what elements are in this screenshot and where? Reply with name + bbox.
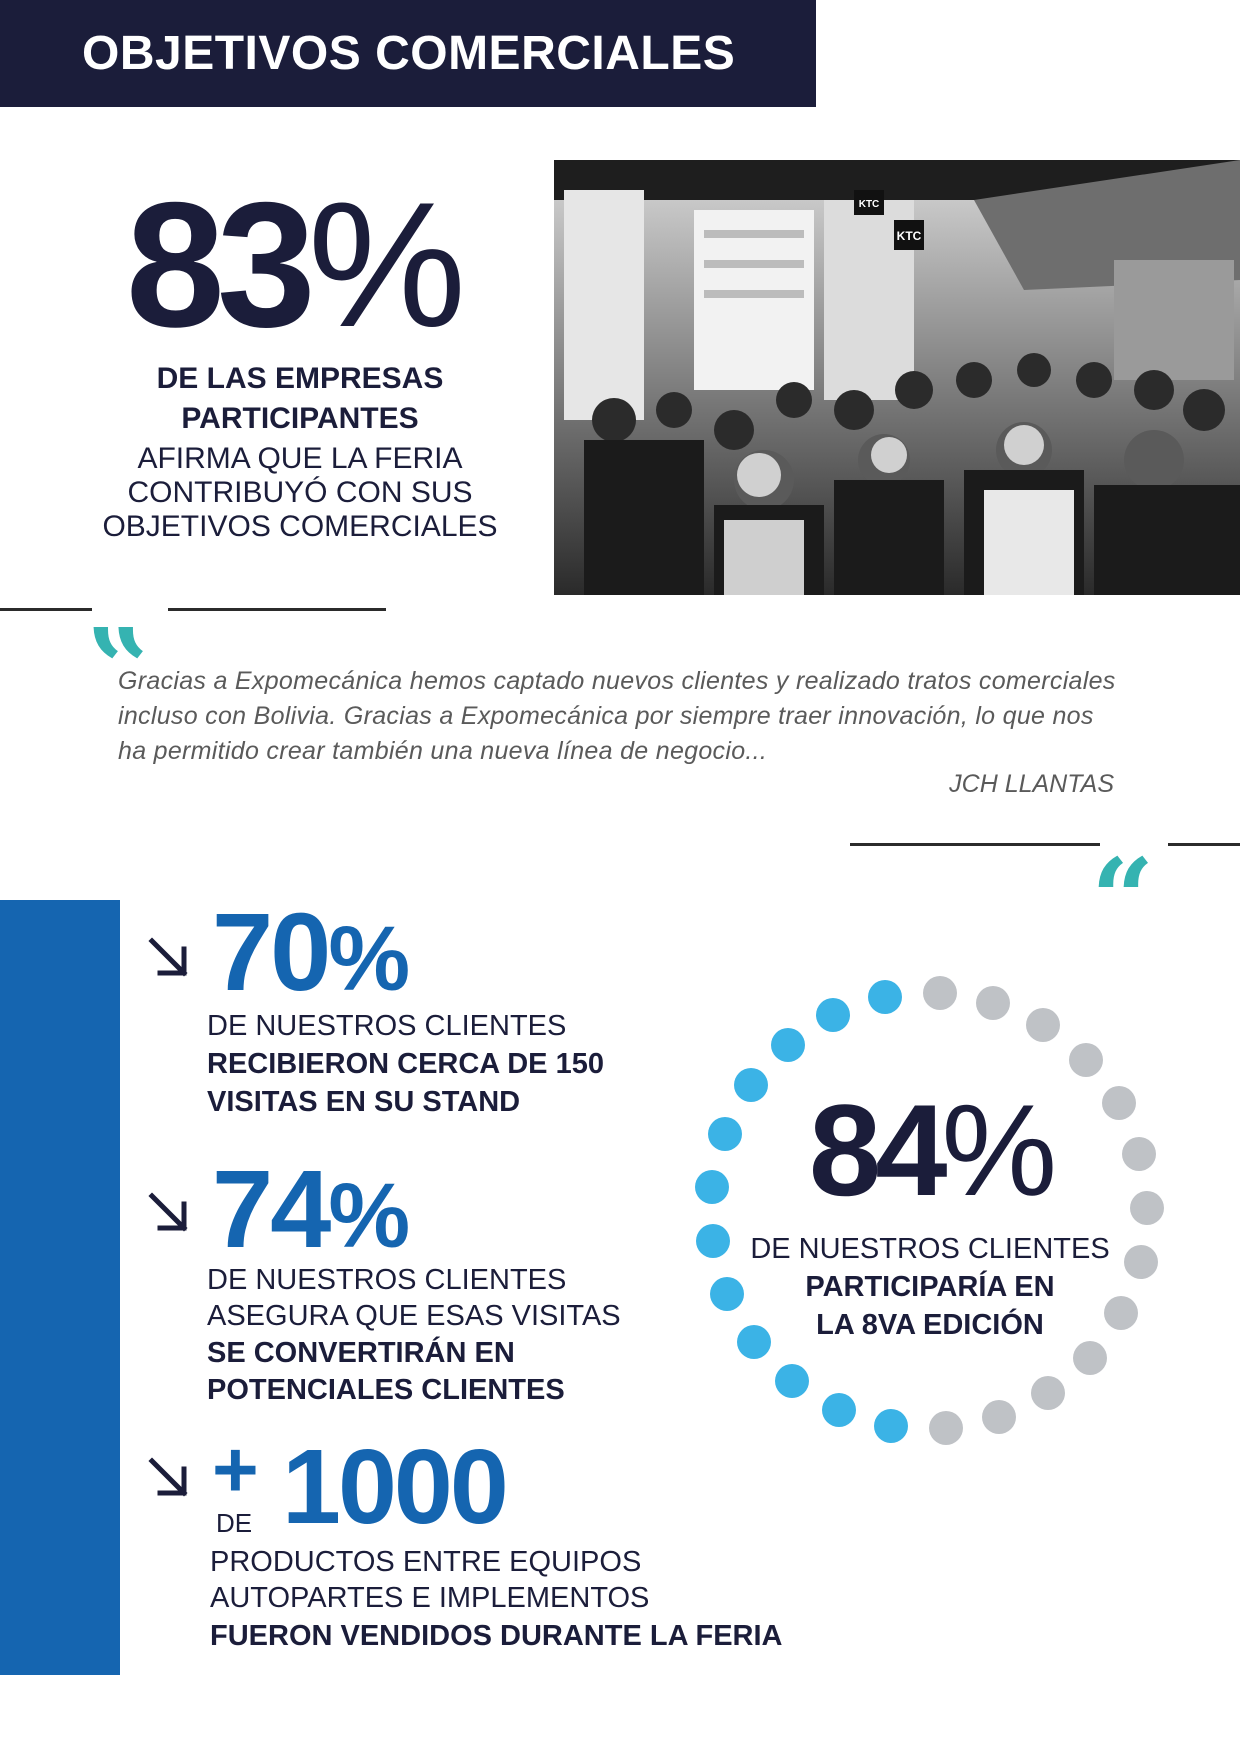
arrow-down-right-icon (146, 935, 192, 981)
stat-83-percent: % (307, 165, 459, 364)
progress-dot (822, 1393, 856, 1427)
progress-dot (982, 1400, 1016, 1434)
stat-1000-line2: AUTOPARTES E IMPLEMENTOS (210, 1582, 650, 1614)
quote-divider-left-b (168, 608, 386, 611)
stat-84-line3: LA 8VA EDICIÓN (816, 1309, 1044, 1341)
progress-dot (1130, 1191, 1164, 1225)
progress-dot (874, 1409, 908, 1443)
arrow-down-right-icon (146, 1190, 192, 1236)
progress-dot (816, 998, 850, 1032)
progress-dot (923, 976, 957, 1010)
progress-dot (976, 986, 1010, 1020)
trade-fair-photo-graphic (554, 160, 1240, 595)
progress-dot (929, 1411, 963, 1445)
stat-1000-number: 1000 (282, 1428, 506, 1546)
stat-84-number: 84 (808, 1077, 942, 1223)
progress-dot (1069, 1043, 1103, 1077)
stat-70-line3: VISITAS EN SU STAND (207, 1086, 521, 1118)
progress-dot (868, 980, 902, 1014)
progress-dot (695, 1170, 729, 1204)
stat-84-value (740, 1077, 1120, 1223)
stat-70-line1: DE NUESTROS CLIENTES (207, 1010, 567, 1042)
stat-83-number: 83 (125, 165, 308, 364)
stat-83-line5: OBJETIVOS COMERCIALES (102, 510, 498, 543)
progress-dot (708, 1117, 742, 1151)
stat-70-percent: % (328, 908, 408, 1010)
stat-74-value (212, 1148, 408, 1271)
stat-1000-line1: PRODUCTOS ENTRE EQUIPOS (210, 1546, 642, 1578)
booth-sign: KTC (896, 229, 922, 243)
progress-dot (1031, 1376, 1065, 1410)
stat-74-line1: DE NUESTROS CLIENTES (207, 1264, 567, 1296)
stat-83-value (92, 165, 492, 364)
quote-divider-right-a (850, 843, 1100, 846)
stat-84-line2: PARTICIPARÍA EN (805, 1271, 1055, 1303)
quote-line-1: Gracias a Expomecánica hemos captado nuevos clientes y realizado tratos comerciales (118, 667, 1116, 695)
quote-author: JCH LLANTAS (949, 770, 1114, 798)
quote-close-icon: ” (1090, 781, 1154, 910)
progress-dot (771, 1028, 805, 1062)
testimonial-quote (118, 664, 1178, 769)
page-title: OBJETIVOS COMERCIALES (0, 0, 816, 107)
stat-74-line2: ASEGURA QUE ESAS VISITAS (207, 1300, 621, 1332)
stat-74-percent: % (328, 1165, 408, 1267)
quote-divider-right-b (1168, 843, 1240, 846)
quote-line-2: incluso con Bolivia. Gracias a Expomecánica por siempre traer innovación, lo que nos (118, 702, 1094, 730)
stat-83-line3: AFIRMA QUE LA FERIA (137, 442, 463, 475)
stat-1000-de: DE (216, 1508, 253, 1538)
quote-divider-left-a (0, 608, 92, 611)
stat-74-number: 74 (212, 1148, 329, 1271)
stat-70-value (212, 891, 408, 1014)
stat-1000-line3: FUERON VENDIDOS DURANTE LA FERIA (210, 1620, 783, 1652)
stat-84-percent: % (941, 1077, 1052, 1223)
progress-dot (1026, 1008, 1060, 1042)
progress-dot (1122, 1137, 1156, 1171)
stat-70-number: 70 (212, 891, 329, 1014)
stat-74-line3: SE CONVERTIRÁN EN (207, 1337, 515, 1369)
accent-bar (0, 900, 120, 1675)
trade-fair-photo (554, 160, 1240, 595)
stat-83-line4: CONTRIBUYÓ CON SUS (127, 476, 473, 509)
stat-84-line1: DE NUESTROS CLIENTES (750, 1233, 1110, 1265)
stat-70-line2: RECIBIERON CERCA DE 150 (207, 1048, 604, 1080)
stat-83-line1: DE LAS EMPRESAS (156, 362, 444, 395)
booth-sign-2: KTC (858, 199, 880, 210)
stat-1000-plus: + (212, 1425, 256, 1514)
progress-dot (1073, 1341, 1107, 1375)
arrow-down-right-icon (146, 1455, 192, 1501)
stat-74-line4: POTENCIALES CLIENTES (207, 1374, 565, 1406)
stat-83-line2: PARTICIPANTES (181, 402, 419, 435)
progress-dot (775, 1364, 809, 1398)
quote-line-3: ha permitido crear también una nueva línea de negocio... (118, 737, 768, 765)
quote-open-icon: “ (86, 551, 150, 680)
